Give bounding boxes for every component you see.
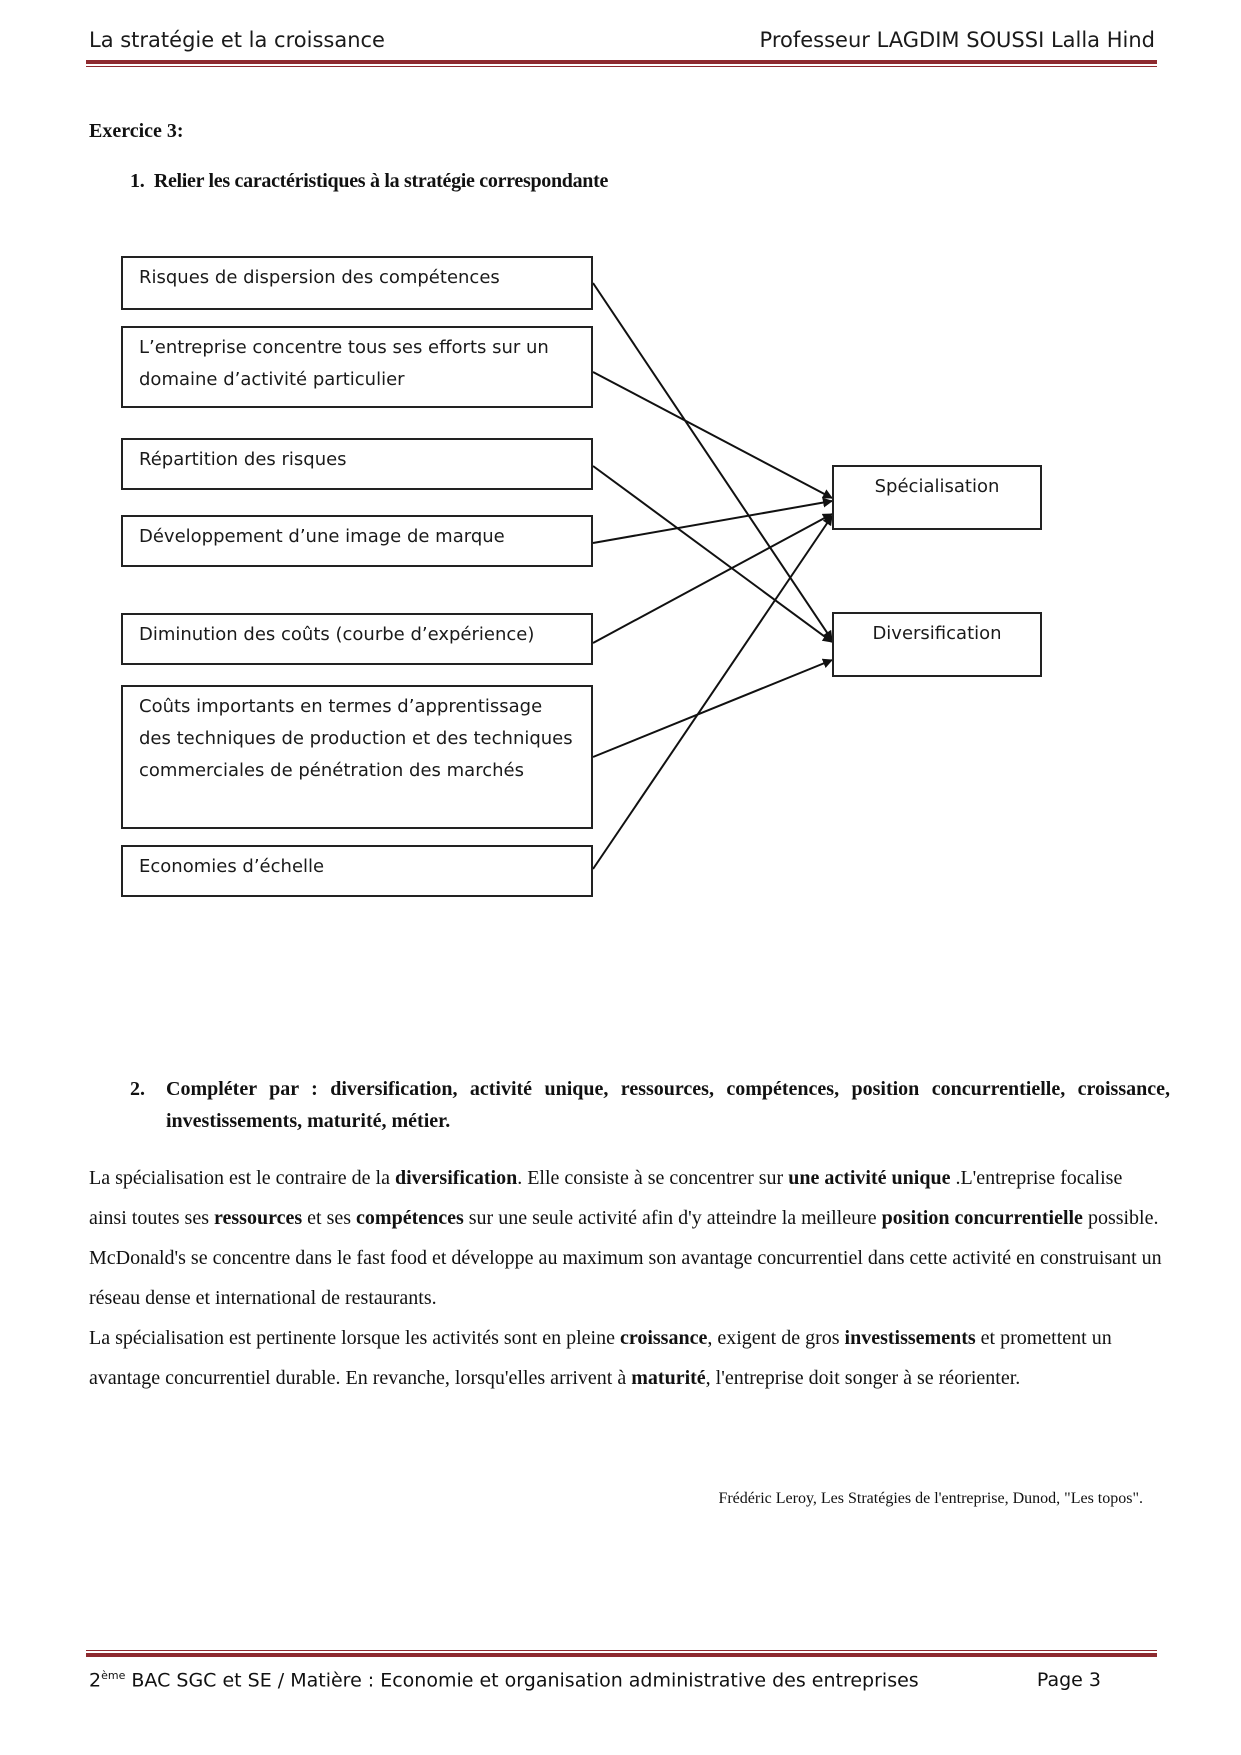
question-2-text: Compléter par : diversification, activité unique, ressources, compétences, position concurrentielle, croissance, investissements, maturité, métier. — [166, 1078, 1170, 1132]
characteristic-label: Développement d’une image de marque — [139, 526, 505, 547]
paragraph-text: La spécialisation est le contraire de la — [89, 1167, 395, 1189]
paragraph-text: McDonald's se concentre dans le fast food et développe au maximum son avantage concurrentiel dans cette activité en construisant un réseau dense et international de restaurants. — [89, 1247, 1162, 1309]
characteristic-box — [121, 326, 593, 408]
paragraph-text: , l'entreprise doit songer à se réorienter. — [705, 1367, 1021, 1389]
question-1-number: 1. — [130, 170, 145, 192]
characteristic-box — [121, 515, 593, 567]
answer-word: position concurrentielle — [881, 1207, 1083, 1229]
characteristic-label: Economies d’échelle — [139, 856, 325, 877]
paragraph-text: sur une seule activité afin d'y atteindre la meilleure — [463, 1207, 882, 1229]
answer-word: compétences — [356, 1207, 464, 1229]
answer-word: croissance — [619, 1327, 708, 1349]
header-title: La stratégie et la croissance — [89, 28, 385, 52]
exercise-title: Exercice 3: — [89, 120, 184, 142]
footer-level: 2 — [89, 1669, 102, 1692]
question-2 — [130, 1073, 1170, 1137]
strategy-label: Diversification — [872, 623, 1002, 644]
strategy-specialisation — [832, 465, 1042, 530]
answer-word: une activité unique — [788, 1167, 951, 1189]
characteristic-box — [121, 613, 593, 665]
answer-word: diversification — [394, 1167, 518, 1189]
link-line-diversification — [593, 466, 832, 642]
source-citation: Frédéric Leroy, Les Stratégies de l'entreprise, Dunod, "Les topos". — [718, 1490, 1143, 1507]
question-1-text: Relier les caractéristiques à la stratégie correspondante — [153, 170, 609, 192]
link-line-diversification — [593, 660, 832, 757]
characteristic-label: Coûts importants en termes d’apprentissage des techniques de production et des techniques commerciales de pénétration des marchés — [139, 696, 573, 781]
paragraph-text: possible. — [1082, 1207, 1159, 1229]
characteristic-box — [121, 438, 593, 490]
paragraph-text: et promettent un avantage concurrentiel durable. En revanche, lorsqu'elles arrivent à — [89, 1327, 1112, 1389]
characteristic-label: L’entreprise concentre tous ses efforts sur un domaine d’activité particulier — [139, 337, 549, 390]
characteristic-box — [121, 685, 593, 829]
footer-text — [89, 1669, 919, 1691]
characteristic-label: Diminution des coûts (courbe d’expérience) — [139, 624, 535, 645]
link-line-specialisation — [593, 516, 832, 869]
characteristic-label: Risques de dispersion des compétences — [139, 267, 500, 288]
strategy-diversification — [832, 612, 1042, 677]
link-line-specialisation — [593, 372, 832, 498]
answer-word: investissements — [844, 1327, 976, 1349]
paragraph-text: et ses — [302, 1207, 357, 1229]
link-line-specialisation — [593, 514, 832, 643]
footer-subject: BAC SGC et SE / Matière : Economie et organisation administrative des entreprises — [125, 1669, 919, 1692]
question-2-number: 2. — [130, 1078, 145, 1100]
characteristic-box — [121, 256, 593, 310]
footer-rule — [86, 1650, 1157, 1657]
link-line-specialisation — [593, 501, 832, 543]
page-number: Page 3 — [1036, 1669, 1101, 1691]
answer-word: maturité — [631, 1367, 706, 1389]
paragraph-text: La spécialisation est pertinente lorsque les activités sont en pleine — [89, 1327, 620, 1349]
footer-sup: ème — [101, 1669, 126, 1682]
paragraph-text: , exigent de gros — [707, 1327, 845, 1349]
characteristic-label: Répartition des risques — [139, 449, 347, 470]
paragraph-text: . Elle consiste à se concentrer sur — [517, 1167, 789, 1189]
strategy-label: Spécialisation — [874, 476, 1000, 497]
answer-word: ressources — [214, 1207, 303, 1229]
link-line-diversification — [593, 283, 832, 640]
header-author: Professeur LAGDIM SOUSSI Lalla Hind — [759, 28, 1155, 52]
answer-paragraph — [89, 1158, 1164, 1398]
characteristic-box — [121, 845, 593, 897]
paragraph-text: .L'entreprise focalise ainsi toutes ses — [89, 1167, 1123, 1229]
